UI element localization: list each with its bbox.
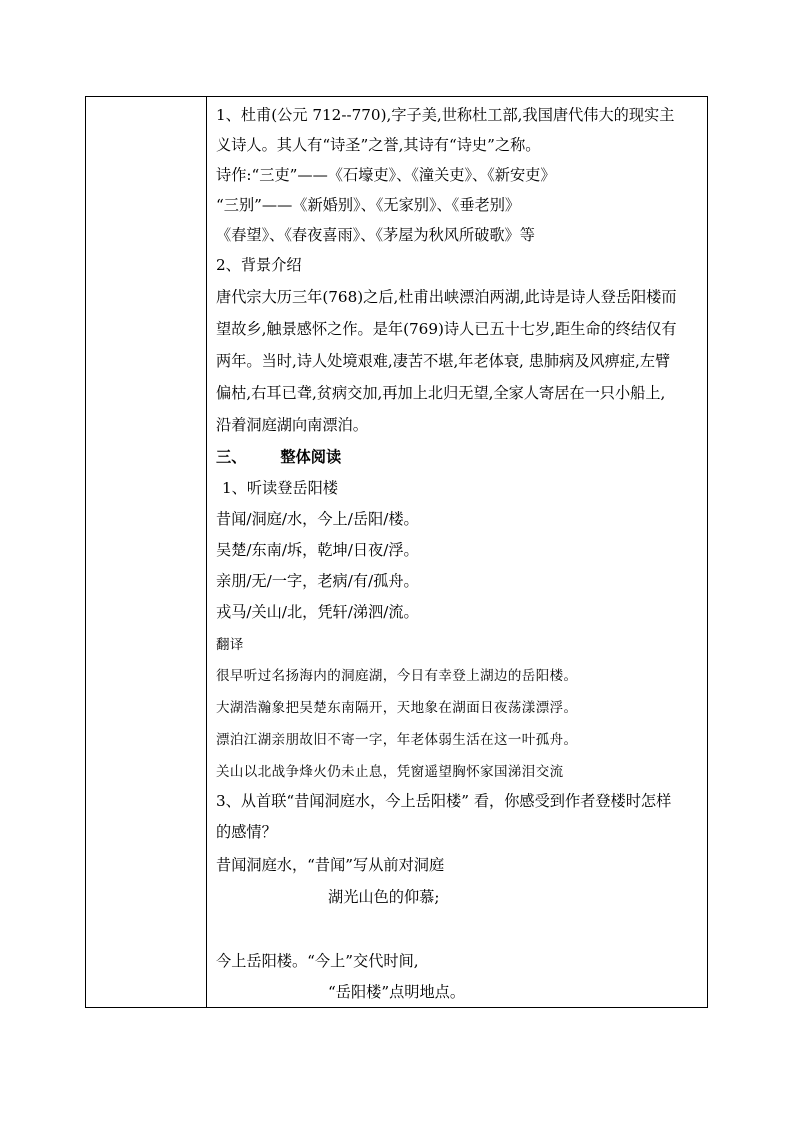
works-line-3: 《春望》、《春夜喜雨》、《茅屋为秋风所破歌》等 [216, 226, 535, 244]
reading-heading [216, 447, 341, 467]
poem-line-1: 昔闻/洞庭/水，今上/岳阳/楼。 [216, 510, 419, 528]
author-intro-line-2: 义诗人。其人有“诗圣”之誉,其诗有“诗史”之称。 [216, 136, 541, 154]
background-line-2: 望故乡,触景感怀之作。是年(769)诗人已五十七岁,距生命的终结仅有 [216, 320, 677, 338]
answer-1-line-1: 昔闻洞庭水，“昔闻”写从前对洞庭 [216, 856, 445, 874]
content-table [85, 96, 708, 1008]
question-3-line-2: 的感情？ [216, 823, 277, 841]
listen-read-subheading: 1、听读登岳阳楼 [222, 479, 338, 497]
left-column-cell [86, 97, 207, 1007]
answer-1-line-2: 湖光山色的仰慕; [328, 888, 440, 906]
translation-label: 翻译 [216, 637, 244, 653]
background-line-3: 两年。当时,诗人处境艰难,凄苦不堪,年老体衰, 患肺病及风痹症,左臂 [216, 352, 671, 370]
author-intro-line-1: 1、杜甫(公元 712--770),字子美,世称杜工部,我国唐代伟大的现实主 [216, 106, 675, 124]
translation-line-4: 关山以北战争烽火仍未止息，凭窗遥望胸怀家国涕泪交流 [216, 764, 564, 780]
question-3-line-1: 3、从首联“昔闻洞庭水，今上岳阳楼” 看，你感受到作者登楼时怎样 [216, 792, 672, 810]
reading-heading-number: 三、 [216, 448, 247, 466]
right-column-cell [208, 97, 707, 1007]
answer-2-line-2: “岳阳楼”点明地点。 [328, 983, 466, 1001]
answer-2-line-1: 今上岳阳楼。“今上”交代时间, [216, 952, 419, 970]
translation-line-2: 大湖浩瀚象把吴楚东南隔开，天地象在湖面日夜荡漾漂浮。 [216, 700, 578, 716]
works-line-2: “三别”——《新婚别》、《无家别》、《垂老别》 [216, 196, 521, 214]
reading-heading-text: 整体阅读 [280, 448, 342, 466]
translation-line-3: 漂泊江湖亲朋故旧不寄一字，年老体弱生活在这一叶孤舟。 [216, 732, 578, 748]
background-line-4: 偏枯,右耳已聋,贫病交加,再加上北归无望,全家人寄居在一只小船上, [216, 384, 666, 402]
background-heading: 2、背景介绍 [216, 256, 302, 274]
poem-line-3: 亲朋/无/一字，老病/有/孤舟。 [216, 572, 419, 590]
background-line-5: 沿着洞庭湖向南漂泊。 [216, 416, 368, 434]
poem-line-2: 吴楚/东南/坼，乾坤/日夜/浮。 [216, 541, 419, 559]
translation-line-1: 很早听过名扬海内的洞庭湖，今日有幸登上湖边的岳阳楼。 [216, 668, 578, 684]
poem-line-4: 戎马/关山/北，凭轩/涕泗/流。 [216, 603, 419, 621]
works-line-1: 诗作:“三吏”——《石壕吏》、《潼关吏》、《新安吏》 [216, 166, 556, 184]
background-line-1: 唐代宗大历三年(768)之后,杜甫出峡漂泊两湖,此诗是诗人登岳阳楼而 [216, 288, 677, 306]
